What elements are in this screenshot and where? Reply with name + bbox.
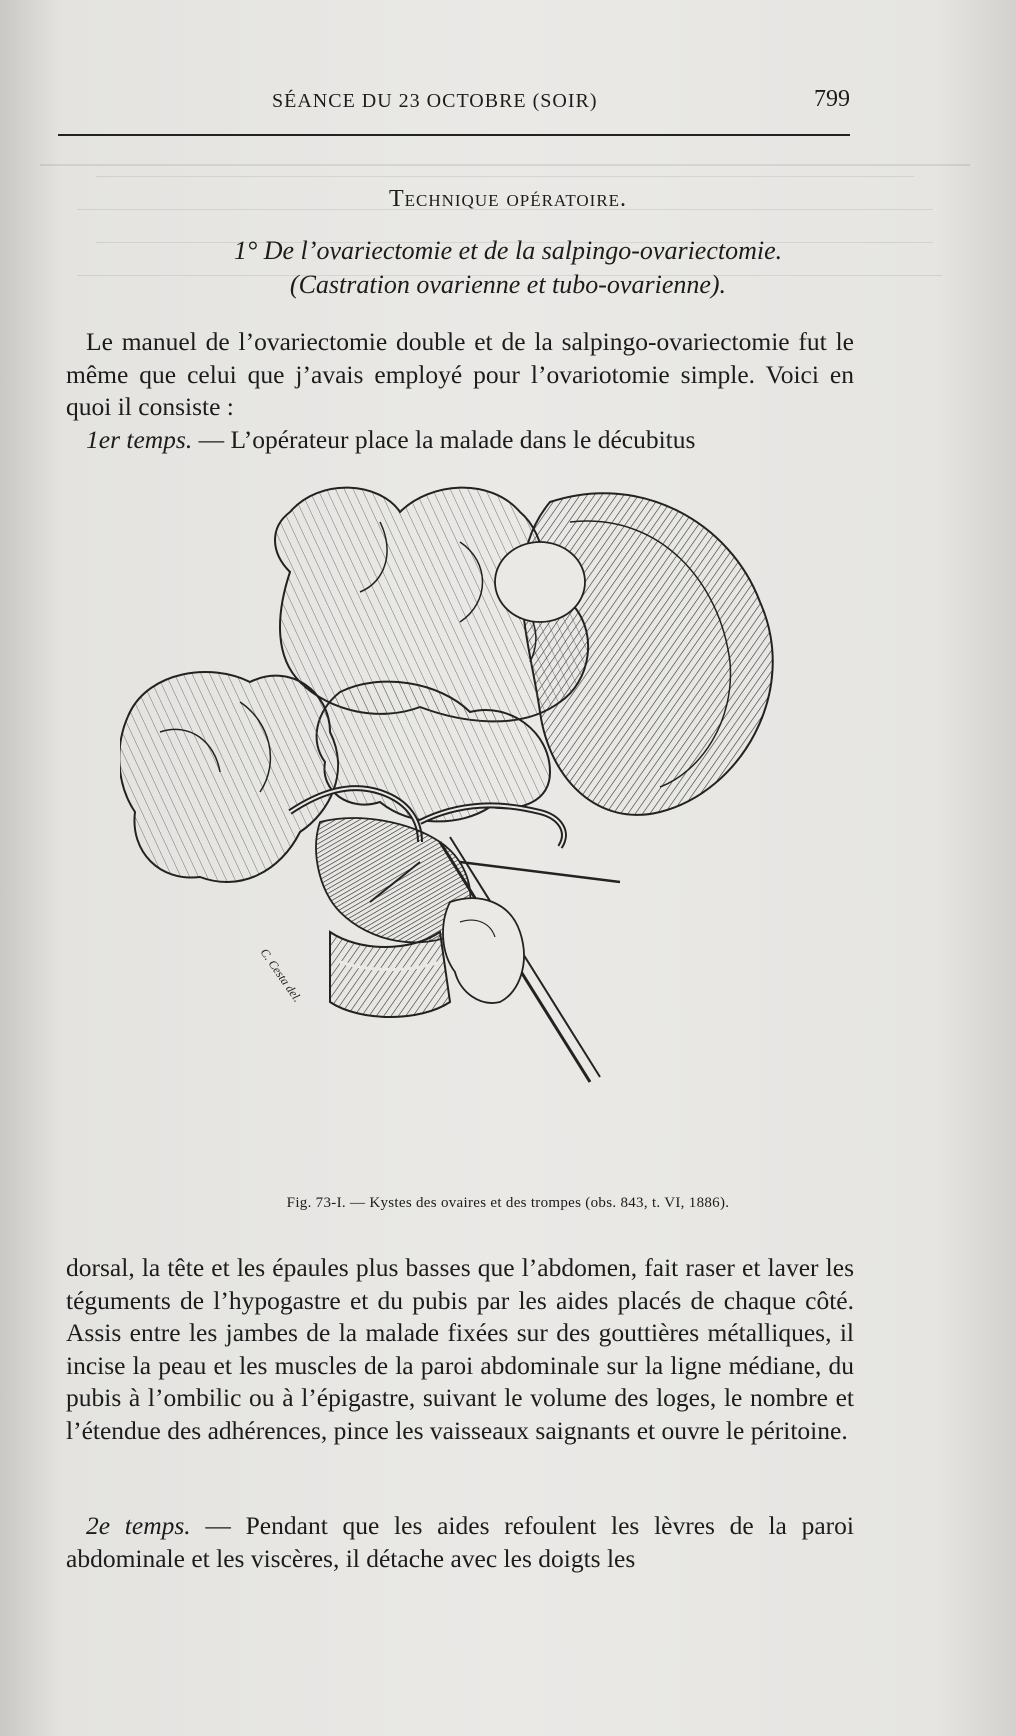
running-head xyxy=(60,84,850,124)
section-title-text: Technique opératoire. xyxy=(388,186,628,212)
artist-signature: C. Cesta del. xyxy=(257,945,305,1005)
subtitle-main-text: 1° De l’ovariectomie et de la salpingo-ovariectomie. xyxy=(233,236,783,265)
intro-text: Le manuel de l’ovariectomie double et de la salpingo-ovariectomie fut le même que celui que j’avais employé pour l’ovariotomie simple. Voici en quoi il consiste : xyxy=(66,327,854,421)
operator-hand xyxy=(443,898,524,1003)
paragraph-temps1-continued: dorsal, la tête et les épaules plus basses que l’abdomen, fait raser et laver les téguments de l’hypogastre et du pubis par les aides placés de chaque côté. Assis entre les jambes de la malade fixées sur des gouttières métalliques, il incise la peau et les muscles de la paroi abdominale sur la ligne médiane, du pubis à l’ombilic ou à l’épigastre, suivant le volume des loges, le nombre et l’étendue des adhérences, pince les vaisseaux saignants et ouvre le péritoine. xyxy=(66,1253,854,1445)
temps2-text: — Pendant que les aides refoulent les lèvres de la paroi abdominale et les viscères, il détache avec les doigts les xyxy=(66,1511,855,1573)
paragraph-temps2 xyxy=(66,1510,854,1575)
figure-caption: Fig. 73-I. — Kystes des ovaires et des trompes (obs. 843, t. VI, 1886). xyxy=(286,1195,730,1211)
header-rule xyxy=(58,134,850,136)
subtitle-main xyxy=(0,236,1016,266)
subtitle-parenthetical: (Castration ovarienne et tubo-ovarienne). xyxy=(289,270,727,299)
paragraph-intro xyxy=(66,326,854,456)
ovarian-cysts-drawing xyxy=(120,482,870,1202)
page-number: 799 xyxy=(814,86,850,112)
anatomical-illustration xyxy=(120,482,870,1202)
left-ovarian-cyst xyxy=(120,672,338,882)
temps1-start-text: — L’opérateur place la malade dans le décubitus xyxy=(192,424,696,454)
uterine-pedicle xyxy=(330,932,450,1017)
running-head-title: SÉANCE DU 23 OCTOBRE (SOIR) xyxy=(272,90,598,112)
section-title xyxy=(0,186,1016,213)
temps2-label: 2e temps. xyxy=(86,1511,191,1540)
temps1-label: 1er temps. xyxy=(86,424,193,454)
